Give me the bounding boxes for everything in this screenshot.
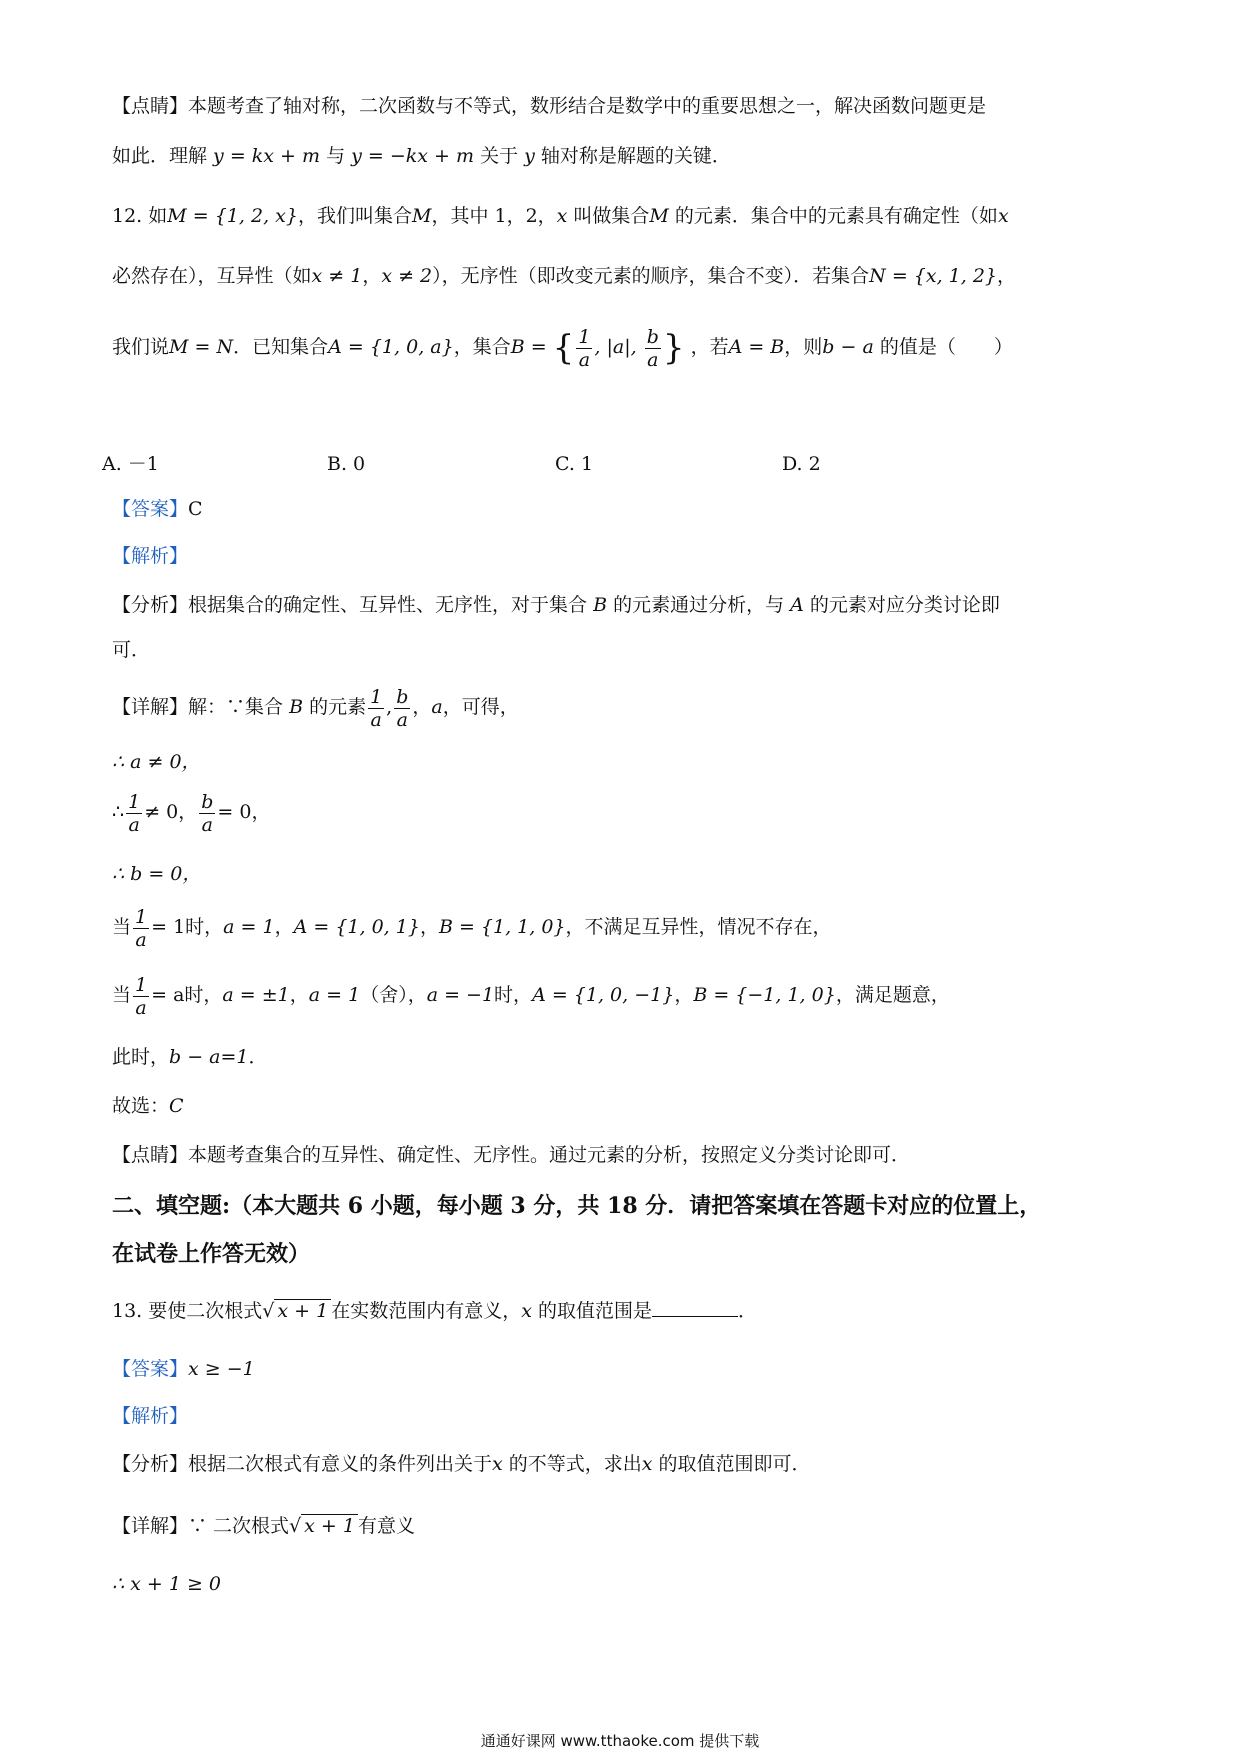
step-5: 当 $\frac{1}{a}$ = a时，a = ±1，a = 1（舍），a = −1时，A = {1, 0, −1}，B = {−1, 1, 0}，满足题意， — [112, 973, 950, 1019]
page-footer: 通通好课网 www.tthaoke.com 提供下载 — [480, 1732, 760, 1750]
dianjing-11: 【点睛】本题考查了轴对称，二次函数与不等式，数形结合是数学中的重要思想之一，解决函数问题更是 — [112, 95, 987, 117]
fraction: $\frac{1}{a}$ — [370, 685, 383, 731]
option-b: B. 0 — [327, 453, 366, 475]
question-12-line1: 12. 如M = {1, 2, x}，我们叫集合M，其中 1，2，x 叫做集合M 的元素．集合中的元素具有确定性（如x — [112, 205, 1009, 227]
fenxi-12: 【分析】根据集合的确定性、互异性、无序性，对于集合 B 的元素通过分析，与 A 的元素对应分类讨论即 — [112, 594, 1000, 616]
option-d: D. 2 — [782, 453, 821, 475]
answer-blank — [652, 1298, 738, 1317]
dianjing-11-cont: 如此．理解 y = kx + m 与 y = −kx + m 关于 y 轴对称是解题的关键． — [112, 145, 731, 167]
step-3: ∴ b = 0， — [112, 863, 202, 885]
fraction: $\frac{1}{a}$ — [135, 973, 148, 1019]
option-c: C. 1 — [555, 453, 594, 475]
xiangjie-12: 【详解】解：∵集合 B 的元素 $\frac{1}{a}$ , $\frac{b}{a}$ ，a，可得， — [112, 685, 519, 731]
step-7: 故选：C — [112, 1095, 184, 1117]
step-6: 此时，b − a=1． — [112, 1046, 268, 1068]
fenxi-13: 【分析】根据二次根式有意义的条件列出关于x 的不等式，求出x 的取值范围即可． — [112, 1453, 811, 1475]
section-2-heading-cont: 在试卷上作答无效） — [112, 1241, 311, 1267]
sqrt-expression: √ x + 1 — [289, 1512, 358, 1540]
option-a: A. －1 — [102, 453, 159, 475]
answer-13: 【答案】x ≥ −1 — [112, 1358, 255, 1380]
jiexi-12: 【解析】 — [112, 545, 189, 567]
fenxi-12-cont: 可． — [112, 639, 151, 661]
question-13: 13. 要使二次根式√ x + 1 在实数范围内有意义，x 的取值范围是 ． — [112, 1297, 757, 1325]
sqrt-expression: √ x + 1 — [262, 1297, 331, 1325]
step-13: ∴ x + 1 ≥ 0 — [112, 1573, 222, 1595]
jiexi-13: 【解析】 — [112, 1405, 189, 1427]
fraction: $\frac{b}{a}$ — [396, 685, 409, 731]
fraction: $\frac{b}{a}$ — [646, 325, 659, 371]
xiangjie-13: 【详解】∵ 二次根式√ x + 1 有意义 — [112, 1512, 415, 1540]
section-2-heading: 二、填空题:（本大题共 6 小题，每小题 3 分，共 18 分．请把答案填在答题卡对应的位置上， — [112, 1193, 1042, 1219]
step-4: 当 $\frac{1}{a}$ = 1时，a = 1，A = {1, 0, 1}，B = {1, 1, 0}，不满足互异性，情况不存在， — [112, 905, 832, 951]
step-1: ∴ a ≠ 0， — [112, 751, 201, 773]
dianjing-12: 【点睛】本题考查集合的互异性、确定性、无序性。通过元素的分析，按照定义分类讨论即可． — [112, 1144, 911, 1166]
fraction: $\frac{1}{a}$ — [135, 905, 148, 951]
fraction: $\frac{1}{a}$ — [128, 790, 141, 836]
question-12-line3: 我们说M = N．已知集合A = {1, 0, a}，集合B = { $\frac{1}{a}$ , |a|, $\frac{b}{a}$ } ，若A = B，则b − a 的值是（ ） — [112, 325, 1013, 371]
question-12-line2: 必然存在），互异性（如x ≠ 1，x ≠ 2），无序性（即改变元素的顺序，集合不变）．若集合N = {x, 1, 2}， — [112, 265, 1017, 287]
fraction: $\frac{b}{a}$ — [201, 790, 214, 836]
answer-12: 【答案】C — [112, 498, 203, 520]
fraction: $\frac{1}{a}$ — [578, 325, 591, 371]
step-2: ∴ $\frac{1}{a}$ ≠ 0， $\frac{b}{a}$ = 0， — [112, 790, 271, 836]
